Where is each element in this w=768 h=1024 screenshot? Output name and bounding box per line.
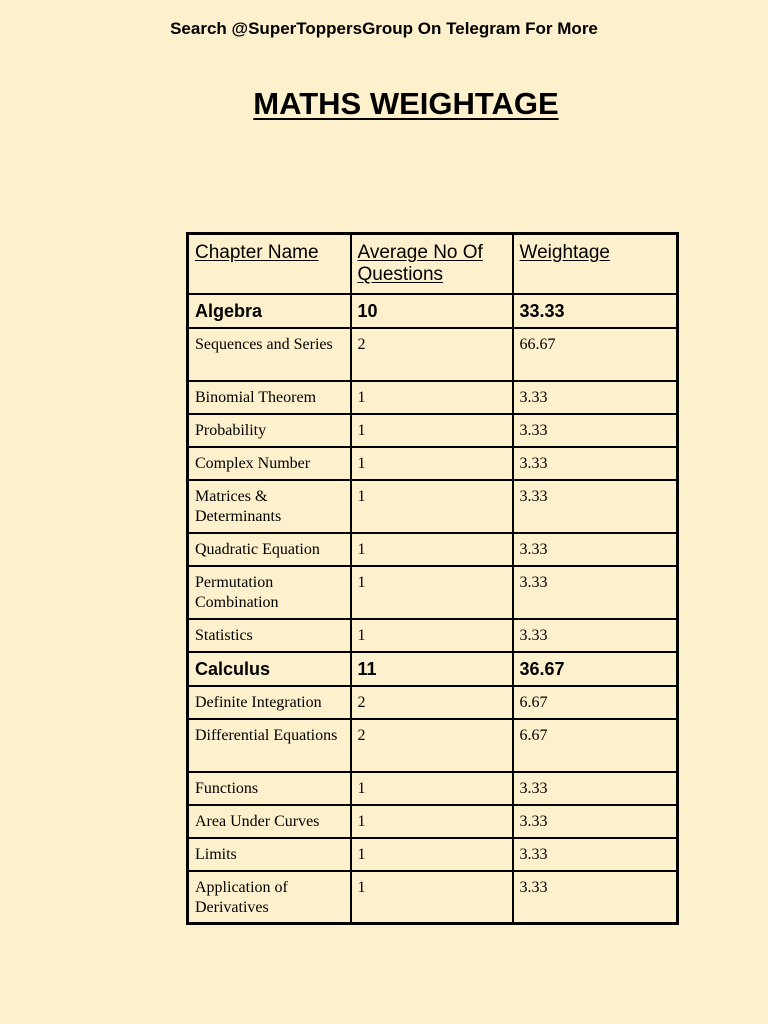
questions-cell: 1: [351, 480, 513, 533]
questions-cell: 11: [351, 652, 513, 686]
weightage-cell: 3.33: [513, 566, 678, 619]
chapter-cell: Statistics: [188, 619, 351, 652]
table-header-row: [188, 234, 678, 294]
chapter-cell: Probability: [188, 414, 351, 447]
questions-cell: 10: [351, 294, 513, 328]
questions-cell: 1: [351, 805, 513, 838]
page-title: MATHS WEIGHTAGE: [253, 86, 559, 121]
weightage-cell: 3.33: [513, 838, 678, 871]
weightage-cell: 3.33: [513, 480, 678, 533]
questions-cell: 1: [351, 381, 513, 414]
chapter-cell: Differential Equations: [188, 719, 351, 772]
chapter-cell: Algebra: [188, 294, 351, 328]
table-row: [188, 805, 678, 838]
weightage-cell: 3.33: [513, 533, 678, 566]
table-row: [188, 719, 678, 772]
table-row: [188, 619, 678, 652]
weightage-cell: 3.33: [513, 447, 678, 480]
chapter-cell: Calculus: [188, 652, 351, 686]
table-row: [188, 566, 678, 619]
weightage-cell: 66.67: [513, 328, 678, 381]
weightage-table: [186, 232, 679, 925]
table-row: [188, 328, 678, 381]
questions-cell: 1: [351, 447, 513, 480]
chapter-cell: Functions: [188, 772, 351, 805]
table-row: [188, 447, 678, 480]
weightage-cell: 6.67: [513, 719, 678, 772]
table-row: [188, 381, 678, 414]
table-row: [188, 772, 678, 805]
chapter-cell: Permutation Combination: [188, 566, 351, 619]
questions-cell: 1: [351, 838, 513, 871]
table-row: [188, 480, 678, 533]
header-chapter-name: Chapter Name: [188, 234, 351, 294]
questions-cell: 1: [351, 414, 513, 447]
questions-cell: 2: [351, 686, 513, 719]
weightage-cell: 3.33: [513, 381, 678, 414]
table-row: [188, 871, 678, 924]
questions-cell: 1: [351, 619, 513, 652]
table-row: [188, 533, 678, 566]
weightage-cell: 6.67: [513, 686, 678, 719]
table-row-group: [188, 652, 678, 686]
questions-cell: 1: [351, 533, 513, 566]
weightage-cell: 3.33: [513, 772, 678, 805]
chapter-cell: Definite Integration: [188, 686, 351, 719]
questions-cell: 2: [351, 328, 513, 381]
weightage-cell: 36.67: [513, 652, 678, 686]
chapter-cell: Complex Number: [188, 447, 351, 480]
chapter-cell: Quadratic Equation: [188, 533, 351, 566]
table-row: [188, 838, 678, 871]
header-weightage: Weightage: [513, 234, 678, 294]
chapter-cell: Limits: [188, 838, 351, 871]
weightage-cell: 3.33: [513, 619, 678, 652]
chapter-cell: Binomial Theorem: [188, 381, 351, 414]
telegram-banner: Search @SuperToppersGroup On Telegram For More: [170, 19, 598, 38]
header-average-questions: Average No Of Questions: [351, 234, 513, 294]
weightage-cell: 3.33: [513, 871, 678, 924]
questions-cell: 1: [351, 772, 513, 805]
chapter-cell: Matrices & Determinants: [188, 480, 351, 533]
weightage-cell: 33.33: [513, 294, 678, 328]
chapter-cell: Sequences and Series: [188, 328, 351, 381]
weightage-cell: 3.33: [513, 414, 678, 447]
table-row: [188, 414, 678, 447]
questions-cell: 2: [351, 719, 513, 772]
questions-cell: 1: [351, 566, 513, 619]
chapter-cell: Area Under Curves: [188, 805, 351, 838]
questions-cell: 1: [351, 871, 513, 924]
weightage-cell: 3.33: [513, 805, 678, 838]
table-row-group: [188, 294, 678, 328]
chapter-cell: Application of Derivatives: [188, 871, 351, 924]
table-row: [188, 686, 678, 719]
